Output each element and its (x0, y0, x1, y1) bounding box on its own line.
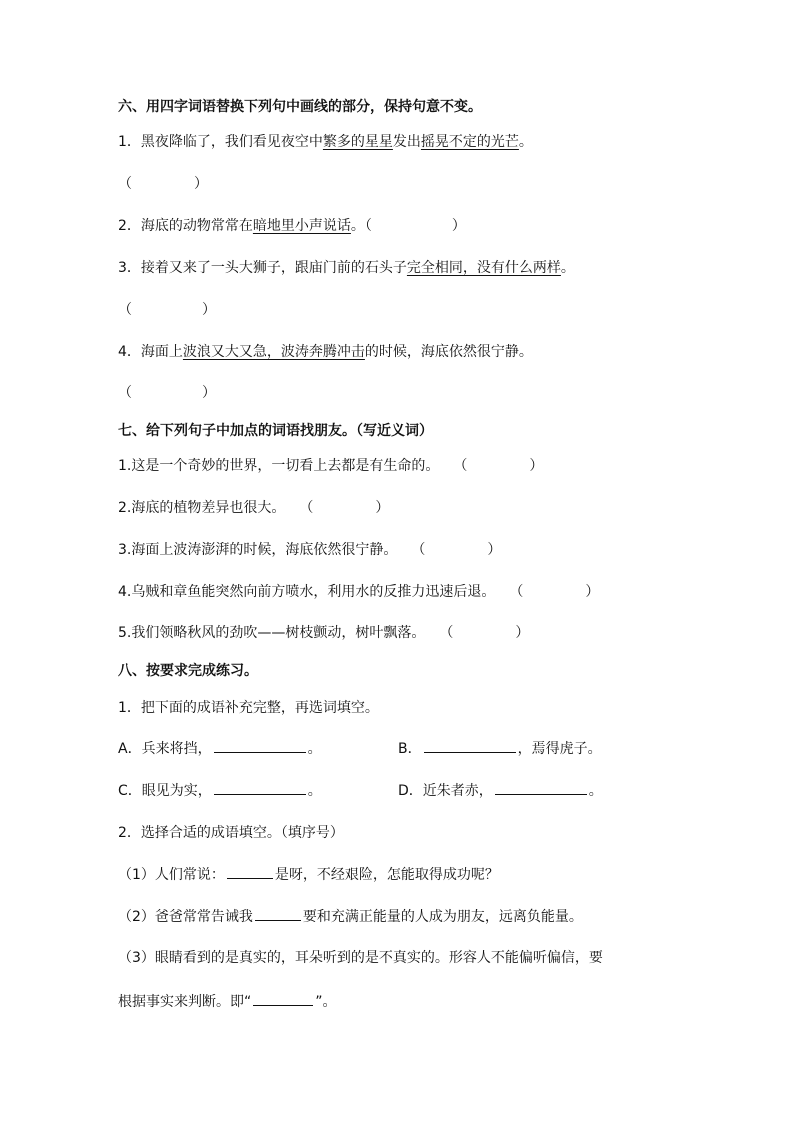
s8-question-1: 1．把下面的成语补充完整，再选词填空。 (118, 700, 379, 716)
section-6-title: 六、用四字词语替换下列句中画线的部分，保持句意不变。 (118, 99, 482, 115)
s6-question-3: 3．接着又来了一头大狮子，跟庙门前的石头子完全相同，没有什么两样。 (118, 260, 575, 276)
s6-answer-4[interactable]: （ ） (118, 385, 216, 401)
s8-sentence-2: （2）爸爸常常告诫我 要和充满正能量的人成为朋友，远离负能量。 (118, 906, 684, 928)
idiom-blank-d[interactable] (495, 780, 587, 795)
s6-question-4: 4．海面上波浪又大又急，波涛奔腾冲击的时候，海底依然很宁静。 (118, 344, 533, 360)
s7-item-2: 2.海底的植物差异也很大。 （ ） (118, 500, 390, 516)
s7-item-1: 1.这是一个奇妙的世界，一切看上去都是有生命的。 （ ） (118, 458, 544, 474)
s8-sentence-3: （3）眼睛看到的是真实的，耳朵听到的是不真实的。形容人不能偏听偏信，要 (118, 950, 603, 966)
idiom-blank-b[interactable] (424, 738, 516, 753)
underlined-phrase: 摇晃不定的光芒 (420, 134, 519, 150)
section-8-title: 八、按要求完成练习。 (118, 663, 258, 679)
underlined-phrase: 波浪又大又急，波涛奔腾冲击 (182, 344, 365, 360)
underlined-phrase: 完全相同，没有什么两样 (406, 260, 561, 276)
section-7-title: 七、给下列句子中加点的词语找朋友。（写近义词） (118, 423, 433, 439)
sentence-blank-3[interactable] (253, 991, 313, 1006)
idiom-blank-a[interactable] (214, 738, 306, 753)
s8-idiom-row-ab: A．兵来将挡， 。 B． ，焉得虎子。 (118, 738, 684, 760)
s6-answer-3[interactable]: （ ） (118, 302, 216, 318)
underlined-phrase: 暗地里小声说话 (252, 218, 351, 234)
s8-sentence-3-cont: 根据事实来判断。即“ ”。 (118, 991, 684, 1013)
idiom-blank-c[interactable] (214, 780, 306, 795)
underlined-phrase: 繁多的星星 (322, 134, 393, 150)
s7-item-3: 3.海面上波涛澎湃的时候，海底依然很宁静。 （ ） (118, 542, 502, 558)
s6-question-2: 2．海底的动物常常在暗地里小声说话。（ ） (118, 218, 466, 234)
s7-item-5: 5.我们领略秋风的劲吹——树枝颤动，树叶飘落。 （ ） (118, 625, 530, 641)
s8-idiom-row-cd: C．眼见为实， 。 D．近朱者赤， 。 (118, 780, 684, 802)
sentence-blank-2[interactable] (255, 906, 301, 921)
s8-question-2: 2．选择合适的成语填空。（填序号） (118, 825, 344, 841)
s7-item-4: 4.乌贼和章鱼能突然向前方喷水，利用水的反推力迅速后退。 （ ） (118, 584, 600, 600)
s8-sentence-1: （1）人们常说： 是呀，不经艰险，怎能取得成功呢？ (118, 864, 684, 886)
sentence-blank-1[interactable] (227, 864, 273, 879)
s6-question-1: 1．黑夜降临了，我们看见夜空中繁多的星星发出摇晃不定的光芒。 (118, 134, 533, 150)
s6-answer-1[interactable]: （ ） (118, 176, 208, 192)
